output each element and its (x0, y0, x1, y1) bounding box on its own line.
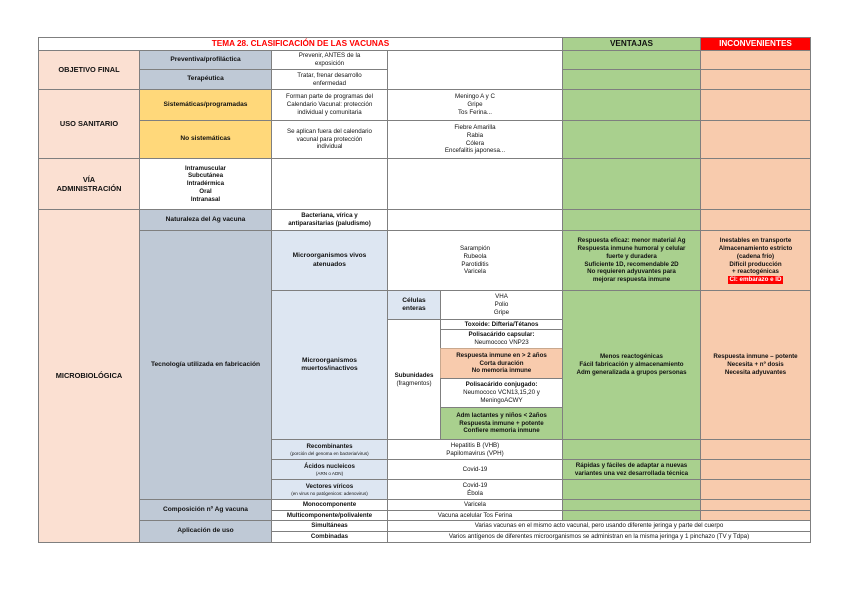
table-title (38, 37, 563, 51)
example-line: Fiebre Amarilla (454, 124, 496, 131)
inconveniente-line: Almacenamiento estricto (718, 245, 793, 252)
via-item: Intranasal (190, 195, 221, 203)
title-text: TEMA 28. CLASIFICACIÓN DE LAS VACUNAS (211, 38, 390, 48)
vectores-examples (387, 479, 563, 500)
nosist-examples (387, 120, 563, 159)
celulas-examples (440, 290, 563, 320)
ventaja-line: mejorar respuesta inmune (592, 276, 671, 283)
objetivo-examples (387, 50, 563, 90)
terapeutica-desc (271, 69, 388, 90)
via-list (139, 158, 272, 210)
example-line: Tos Ferina... (457, 108, 493, 116)
conjugado-example: Neumococo VCN13,15,20 y (463, 389, 540, 397)
vectores-title: Vectores víricos (305, 482, 354, 490)
sistematicas-desc-line: Forman parte de programas del (285, 93, 373, 101)
example-line: Encefalitis japonesa... (444, 147, 506, 155)
tecnologia-cell (139, 230, 272, 500)
example-line: Rubeola (463, 252, 487, 260)
inconveniente-line: Necesita + nº dosis (727, 361, 784, 369)
example-line: Rabia (466, 131, 484, 139)
terapeutica-desc-line: Tratar, frenar desarrollo (297, 71, 362, 79)
combinadas-desc-text: Varios antígenos de diferentes microorganismos se administran en la misma jeringa y 1 pinchazo (TV y Tdpa) (448, 533, 750, 541)
ventaja-line: Menos reactogénicas (600, 353, 663, 361)
inconveniente-line: + reactogénicas (732, 268, 779, 276)
inc-cell (700, 69, 811, 90)
preventiva-desc (271, 50, 388, 70)
nosist-desc-line: individual (316, 143, 343, 151)
example-line: Covid-19 (462, 481, 488, 489)
subunidades-line: Subunidades (394, 371, 434, 379)
polisacarido-notes (440, 348, 563, 379)
subunidades-line: (fragmentos) (396, 379, 432, 387)
via-item: Intramuscular (185, 164, 226, 172)
vivos-cell (271, 230, 388, 291)
preventiva-desc-line: Prevenir, ANTES de la (298, 52, 361, 60)
naturaleza-examples (387, 209, 563, 231)
naturaleza-cell (139, 209, 272, 231)
example-line: Varicela (464, 501, 486, 509)
muertos-line: Microorganismos (302, 356, 357, 364)
recombinantes-examples (387, 439, 563, 460)
micro-label (38, 209, 140, 543)
ventaja-line: Fácil fabricación y almacenamiento (579, 361, 684, 369)
naturaleza-desc-line: antiparasitarias (paludismo) (288, 220, 371, 227)
subunidades-cell (387, 319, 441, 440)
acidos-title: Ácidos nucleicos (304, 462, 355, 470)
inconvenientes-header (700, 37, 811, 51)
mono-text: Monocomponente (302, 501, 357, 509)
micro-label-text: MICROBIOLÓGICA (55, 371, 123, 381)
celulas-line: enteras (402, 305, 426, 312)
ventaja-line: fuerte y duradera (606, 252, 657, 260)
vivos-line: atenuados (313, 260, 346, 268)
ventaja-line: Adm generalizada a grupos personas (576, 368, 687, 376)
nosist-text: No sistemáticas (180, 135, 231, 143)
terapeutica-cell (139, 69, 272, 90)
toxoide-text: Toxoide: Difteria/Tétanos (464, 320, 539, 328)
ventaja-line: Respuesta inmune humoral y celular (577, 245, 686, 252)
ventajas-text: VENTAJAS (609, 38, 654, 48)
via-item: Oral (199, 187, 212, 195)
vent-cell (562, 89, 701, 121)
sistematicas-desc-line: individual y comunitaria (297, 108, 362, 116)
example-line: VHA (495, 293, 508, 301)
muertos-line: muertos/inactivos (301, 365, 358, 372)
acidos-ventajas (562, 459, 701, 480)
vent-cell (562, 69, 701, 90)
inc-cell (700, 479, 811, 500)
inconveniente-line: Necesita adyuvantes (724, 368, 787, 376)
preventiva-desc-line: exposición (314, 60, 345, 67)
conjugado-cell (440, 378, 563, 408)
nosist-desc-line: vacunal para protección (296, 135, 363, 143)
via-item: Subcutánea (187, 172, 224, 180)
note-line: Corta duración (479, 359, 524, 367)
sistematicas-desc (271, 89, 388, 121)
note-line: Respuesta inmune en > 2 años (456, 351, 547, 359)
naturaleza-desc-line: Bacteriana, vírica y (301, 212, 358, 220)
multi-text: Multicomponente/polivalente (286, 511, 373, 519)
muertos-inconvenientes (700, 290, 811, 440)
via-examples (387, 158, 563, 210)
vivos-line: Microorganismos vivos (292, 252, 367, 260)
via-label-line: VÍA (82, 174, 96, 184)
recombinantes-title: Recombinantes (306, 442, 353, 450)
simultaneas-text: Simultáneas (311, 522, 348, 530)
vent-cell (562, 120, 701, 159)
conjugado-notes (440, 407, 563, 440)
ventaja-line: Rápidas y fáciles de adaptar a nuevas (575, 461, 688, 469)
inc-cell (700, 439, 811, 460)
terapeutica-desc-line: enfermedad (312, 79, 347, 87)
example-line: Polio (494, 301, 509, 309)
sistematicas-examples (387, 89, 563, 121)
objetivo-label (38, 50, 140, 90)
recombinantes-sub: (porción del genoma en bacteria/virus) (290, 450, 369, 456)
celulas-line: Células (402, 296, 426, 304)
inc-cell (700, 89, 811, 121)
example-line: Gripe (467, 101, 483, 109)
note-line: Respuesta inmune + potente (459, 419, 544, 427)
via-item: Intradérmica (186, 180, 225, 188)
preventiva-cell (139, 50, 272, 70)
uso-label (38, 89, 140, 159)
example-line: Covid-19 (462, 465, 488, 473)
terapeutica-text: Terapéutica (187, 75, 224, 83)
polisacarido-cell (440, 329, 563, 349)
inc-cell (700, 158, 811, 210)
vent-cell (562, 479, 701, 500)
ventaja-line: Suficiente 1D, recomendable 2D (584, 260, 679, 268)
inc-cell (700, 120, 811, 159)
nosist-cell (139, 120, 272, 159)
example-line: Hepatitis B (VHB) (450, 441, 500, 449)
note-line: Adm lactantes y niños < 2años (456, 411, 547, 419)
vivos-inconvenientes (700, 230, 811, 291)
muertos-ventajas (562, 290, 701, 440)
note-line: No memoria inmune (471, 367, 532, 375)
celulas-cell (387, 290, 441, 320)
inconveniente-line: (cadena frío) (736, 252, 775, 260)
vectores-sub: (en virus no patógenicos: adenovirus) (291, 490, 368, 496)
sistematicas-desc-line: Calendario Vacunal: protección (286, 101, 373, 109)
example-line: Ébola (467, 489, 483, 497)
combinadas-text: Combinadas (310, 533, 349, 541)
ventaja-line: No requieren adyuvantes para (587, 268, 676, 276)
aplicacion-cell (139, 520, 272, 543)
inconveniente-line: Respuesta inmune – potente (713, 353, 798, 361)
vent-cell (562, 209, 701, 231)
conjugado-example: MeningoACWY (480, 396, 523, 404)
naturaleza-desc (271, 209, 388, 231)
ventaja-line: variantes una vez desarrollada técnica (574, 469, 689, 477)
inc-cell (700, 209, 811, 231)
vivos-examples (387, 230, 563, 291)
sistematicas-text: Sistemáticas/programadas (163, 100, 248, 108)
conjugado-title: Polisacárido conjugado: (465, 381, 538, 389)
vivos-ventajas (562, 230, 701, 291)
naturaleza-text: Naturaleza del Ag vacuna (165, 215, 246, 223)
nosist-desc (271, 120, 388, 159)
recombinantes-cell (271, 439, 388, 460)
via-label (38, 158, 140, 210)
via-desc (271, 158, 388, 210)
contraindicacion-badge: CI: embarazo e ID (729, 276, 782, 283)
note-line: Confiere memoria inmune (463, 427, 540, 435)
example-line: Papilomavirus (VPH) (446, 449, 504, 457)
tecnologia-text: Tecnología utilizada en fabricación (150, 360, 261, 368)
sistematicas-cell (139, 89, 272, 121)
example-line: Vacuna acelular Tos Ferina (437, 511, 513, 519)
vent-cell (562, 50, 701, 70)
combinadas-desc (387, 531, 811, 543)
preventiva-text: Preventiva/profiláctica (170, 55, 241, 63)
aplicacion-text: Aplicación de uso (177, 527, 234, 535)
inconveniente-line: Inestables en transporte (719, 237, 792, 245)
vent-cell (562, 158, 701, 210)
simultaneas-desc-text: Varias vacunas en el mismo acto vacunal, pero usando diferente jeringa y parte del cuerpo (474, 522, 724, 530)
via-label-line: ADMINISTRACIÓN (56, 184, 122, 193)
polisacarido-title: Polisacárido capsular: (468, 331, 535, 339)
inconveniente-line: Difícil producción (729, 260, 782, 268)
muertos-cell (271, 290, 388, 440)
polisacarido-example: Neumococo VNP23 (474, 339, 529, 346)
acidos-examples (387, 459, 563, 480)
vectores-cell (271, 479, 388, 500)
acidos-cell (271, 459, 388, 480)
uso-label-text: USO SANITARIO (59, 119, 119, 129)
combinadas-cell (271, 531, 388, 543)
example-line: Sarampión (460, 245, 490, 252)
example-line: Varicela (464, 268, 486, 276)
ventaja-line: Respuesta eficaz: menor material Ag (577, 237, 686, 245)
acidos-sub: (ARN o ADN) (315, 470, 344, 476)
composicion-text: Composición nº Ag vacuna (163, 505, 248, 513)
inc-cell (700, 459, 811, 480)
composicion-cell (139, 499, 272, 521)
inc-cell (700, 50, 811, 70)
example-line: Parotiditis (461, 260, 489, 268)
objetivo-label-text: OBJETIVO FINAL (58, 65, 120, 75)
nosist-desc-line: Se aplican fuera del calendario (287, 127, 372, 135)
ventajas-header (562, 37, 701, 51)
example-line: Meningo A y C (455, 93, 495, 101)
vent-cell (562, 439, 701, 460)
example-line: Gripe (493, 308, 510, 316)
example-line: Cólera (465, 139, 485, 147)
inconvenientes-text: INCONVENIENTES (719, 38, 792, 48)
